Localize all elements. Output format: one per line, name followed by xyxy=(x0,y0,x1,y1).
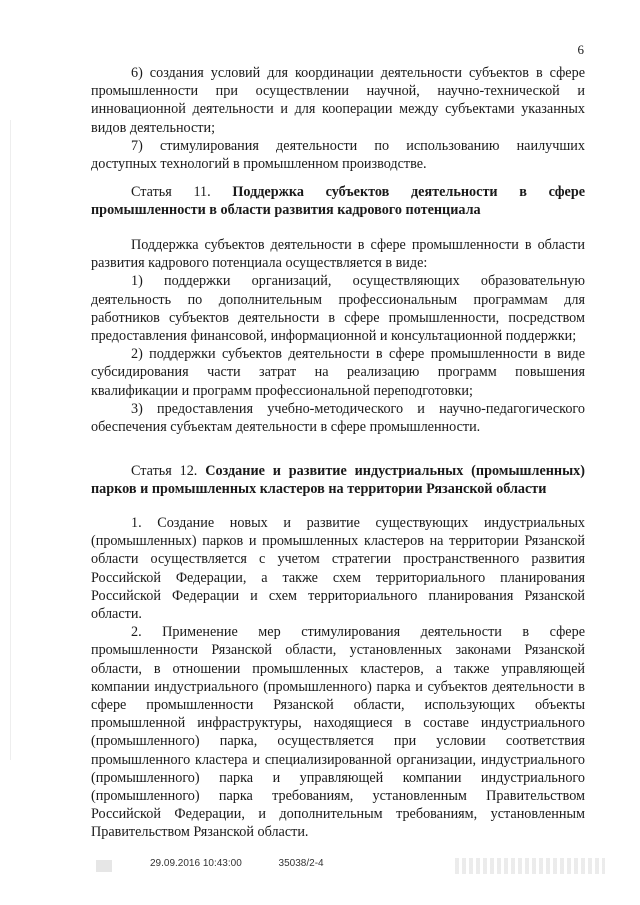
article-title: Создание и развитие индустриальных (промышленных) парков и промышленных кластеров на территории Рязанской области xyxy=(91,463,585,498)
article-12-heading xyxy=(91,462,585,498)
top-paragraphs xyxy=(91,64,585,173)
paragraph: 1) поддержки организаций, осуществляющих образовательную деятельность по дополнительным профессиональным программам для работников субъектов деятельности в сфере промышленности, посредством предоставления финансовой, информационной и консультационной поддержки; xyxy=(91,273,585,345)
paragraph: Поддержка субъектов деятельности в сфере промышленности в области развития кадрового потенциала осуществляется в виде: xyxy=(91,237,585,272)
paragraph: 2. Применение мер стимулирования деятельности в сфере промышленности Рязанской области, установленных законами Рязанской области, в отношении промышленных кластеров, а также управляющей компании индустриального (промышленного) парка и субъектов деятельности в сфере промышленности Рязанской области, использующих объекты промышленной инфраструктуры, находящиеся в составе индустриального (промышленного) парка, осуществляется при условии соответствия промышленного кластера и специализированной организации, индустриального (промышленного) парка и управляющей компании индустриального (промышленного) парка требованиям, установленным Правительством Российской Федерации, и дополнительным требованиям, установленным Правительством Рязанской области. xyxy=(91,624,585,841)
paragraph: 1. Создание новых и развитие существующих индустриальных (промышленных) парков и промышленных кластеров на территории Рязанской области осуществляется с учетом стратегии пространственного развития Российской Федерации, а также схем территориального планирования Российской Федерации и схем территориального планирования Рязанской области. xyxy=(91,515,585,623)
paragraph: 2) поддержки субъектов деятельности в сфере промышленности в виде субсидирования части затрат на реализацию программ повышения квалификации и программ профессиональной переподготовки; xyxy=(91,346,585,399)
article-12-body xyxy=(91,514,585,842)
footer-stamp xyxy=(150,858,358,869)
article-number: Статья 12. xyxy=(131,463,198,479)
paragraph: 6) создания условий для координации деятельности субъектов в сфере промышленности при осуществлении научной, научно-технической и инновационной деятельности и для кооперации между субъектами указанных видов деятельности; xyxy=(91,65,585,136)
article-11-heading xyxy=(91,183,585,219)
footer-doc-id: 35038/2-4 xyxy=(278,858,324,869)
article-number: Статья 11. xyxy=(131,184,211,200)
article-title: Поддержка субъектов деятельности в сфере промышленности в области развития кадрового потенциала xyxy=(91,184,586,219)
footer-datetime: 29.09.2016 10:43:00 xyxy=(150,858,242,869)
scan-edge-mark xyxy=(10,120,11,760)
scan-smudge xyxy=(96,860,112,872)
paragraph: 3) предоставления учебно-методического и научно-педагогического обеспечения субъектам деятельности в сфере промышленности. xyxy=(91,400,585,436)
article-11-body xyxy=(91,236,585,436)
page-number: 6 xyxy=(577,42,584,57)
faint-scan-text xyxy=(455,858,605,874)
paragraph: 7) стимулирования деятельности по использованию наилучших доступных технологий в промышленном производстве. xyxy=(91,137,585,173)
